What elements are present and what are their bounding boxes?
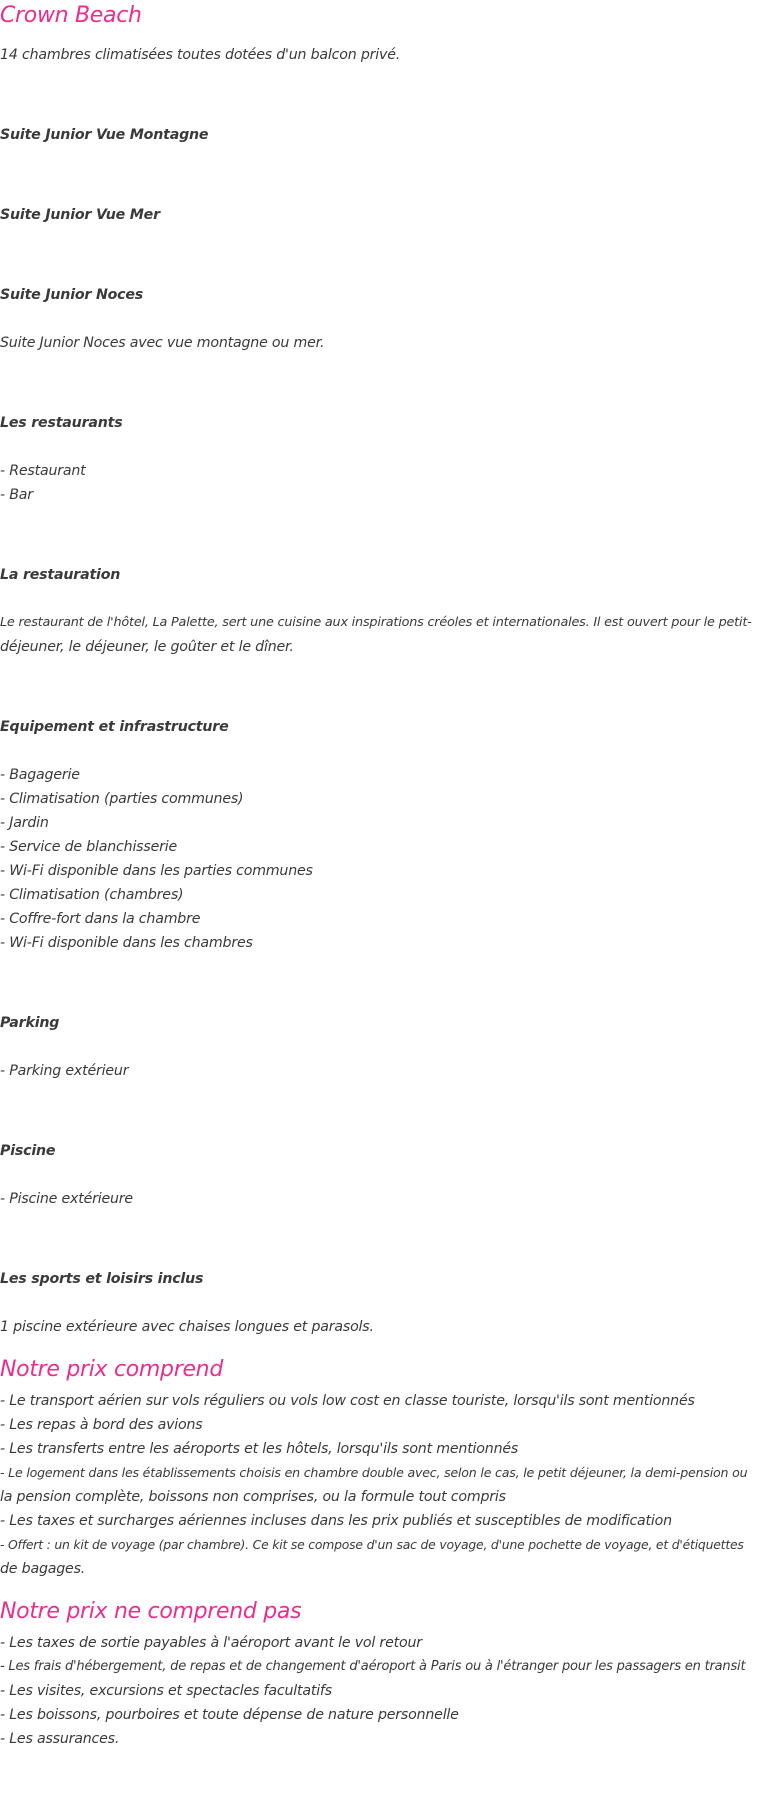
- sports-heading: Les sports et loisirs inclus: [0, 1271, 204, 1287]
- list-item: - Les repas à bord des avions: [0, 1417, 203, 1433]
- room-suite-noces-description: Suite Junior Noces avec vue montagne ou mer.: [0, 335, 325, 351]
- restauration-text-line: Le restaurant de l'hôtel, La Palette, sert une cuisine aux inspirations créoles et internationales. Il est ouvert pour le petit-: [0, 615, 752, 630]
- piscine-heading: Piscine: [0, 1143, 56, 1159]
- restauration-text-line: déjeuner, le déjeuner, le goûter et le dîner.: [0, 639, 294, 655]
- list-item: - Les transferts entre les aéroports et les hôtels, lorsqu'ils sont mentionnés: [0, 1441, 519, 1457]
- prix-ne-comprend-pas-title: Notre prix ne comprend pas: [0, 1599, 302, 1624]
- list-item: - Climatisation (chambres): [0, 887, 184, 903]
- list-item: - Piscine extérieure: [0, 1191, 133, 1207]
- list-item: - Offert : un kit de voyage (par chambre). Ce kit se compose d'un sac de voyage, d'une pochette de voyage, et d'étiquettes: [0, 1537, 744, 1552]
- room-suite-noces-heading: Suite Junior Noces: [0, 287, 144, 303]
- prix-comprend-title: Notre prix comprend: [0, 1357, 223, 1382]
- list-item: - Le logement dans les établissements choisis en chambre double avec, selon le cas, le petit déjeuner, la demi-pension ou: [0, 1465, 748, 1480]
- restaurants-list: [0, 459, 752, 507]
- list-item: - Climatisation (parties communes): [0, 791, 244, 807]
- list-item: la pension complète, boissons non comprises, ou la formule tout compris: [0, 1489, 506, 1505]
- restauration-heading: La restauration: [0, 567, 121, 583]
- list-item: - Coffre-fort dans la chambre: [0, 911, 201, 927]
- list-item: - Les boissons, pourboires et toute dépense de nature personnelle: [0, 1707, 459, 1723]
- list-item: - Les taxes de sortie payables à l'aéroport avant le vol retour: [0, 1635, 422, 1651]
- list-item: - Wi-Fi disponible dans les parties communes: [0, 863, 313, 879]
- list-item: - Le transport aérien sur vols réguliers ou vols low cost en classe touriste, lorsqu'ils sont mentionnés: [0, 1393, 695, 1409]
- list-item: de bagages.: [0, 1561, 86, 1577]
- list-item: - Les assurances.: [0, 1731, 120, 1747]
- prix-comprend-list: [0, 1389, 752, 1581]
- hotel-intro: 14 chambres climatisées toutes dotées d'un balcon privé.: [0, 47, 401, 63]
- equipement-list: [0, 763, 752, 955]
- list-item: - Les frais d'hébergement, de repas et de changement d'aéroport à Paris ou à l'étranger pour les passagers en transit: [0, 1659, 746, 1674]
- list-item: - Jardin: [0, 815, 49, 831]
- room-suite-montagne-heading: Suite Junior Vue Montagne: [0, 127, 209, 143]
- list-item: - Les visites, excursions et spectacles facultatifs: [0, 1683, 332, 1699]
- parking-heading: Parking: [0, 1015, 60, 1031]
- list-item: - Service de blanchisserie: [0, 839, 177, 855]
- list-item: - Bar: [0, 487, 33, 503]
- list-item: - Parking extérieur: [0, 1063, 129, 1079]
- equipement-heading: Equipement et infrastructure: [0, 719, 229, 735]
- list-item: - Restaurant: [0, 463, 86, 479]
- list-item: - Bagagerie: [0, 767, 80, 783]
- list-item: - Wi-Fi disponible dans les chambres: [0, 935, 253, 951]
- restauration-text: [0, 611, 752, 659]
- list-item: - Les taxes et surcharges aériennes incluses dans les prix publiés et susceptibles de modification: [0, 1513, 672, 1529]
- hotel-name: Crown Beach: [0, 3, 142, 28]
- sports-text: 1 piscine extérieure avec chaises longues et parasols.: [0, 1319, 374, 1335]
- room-suite-mer-heading: Suite Junior Vue Mer: [0, 207, 160, 223]
- prix-ne-comprend-pas-list: [0, 1631, 752, 1751]
- restaurants-heading: Les restaurants: [0, 415, 123, 431]
